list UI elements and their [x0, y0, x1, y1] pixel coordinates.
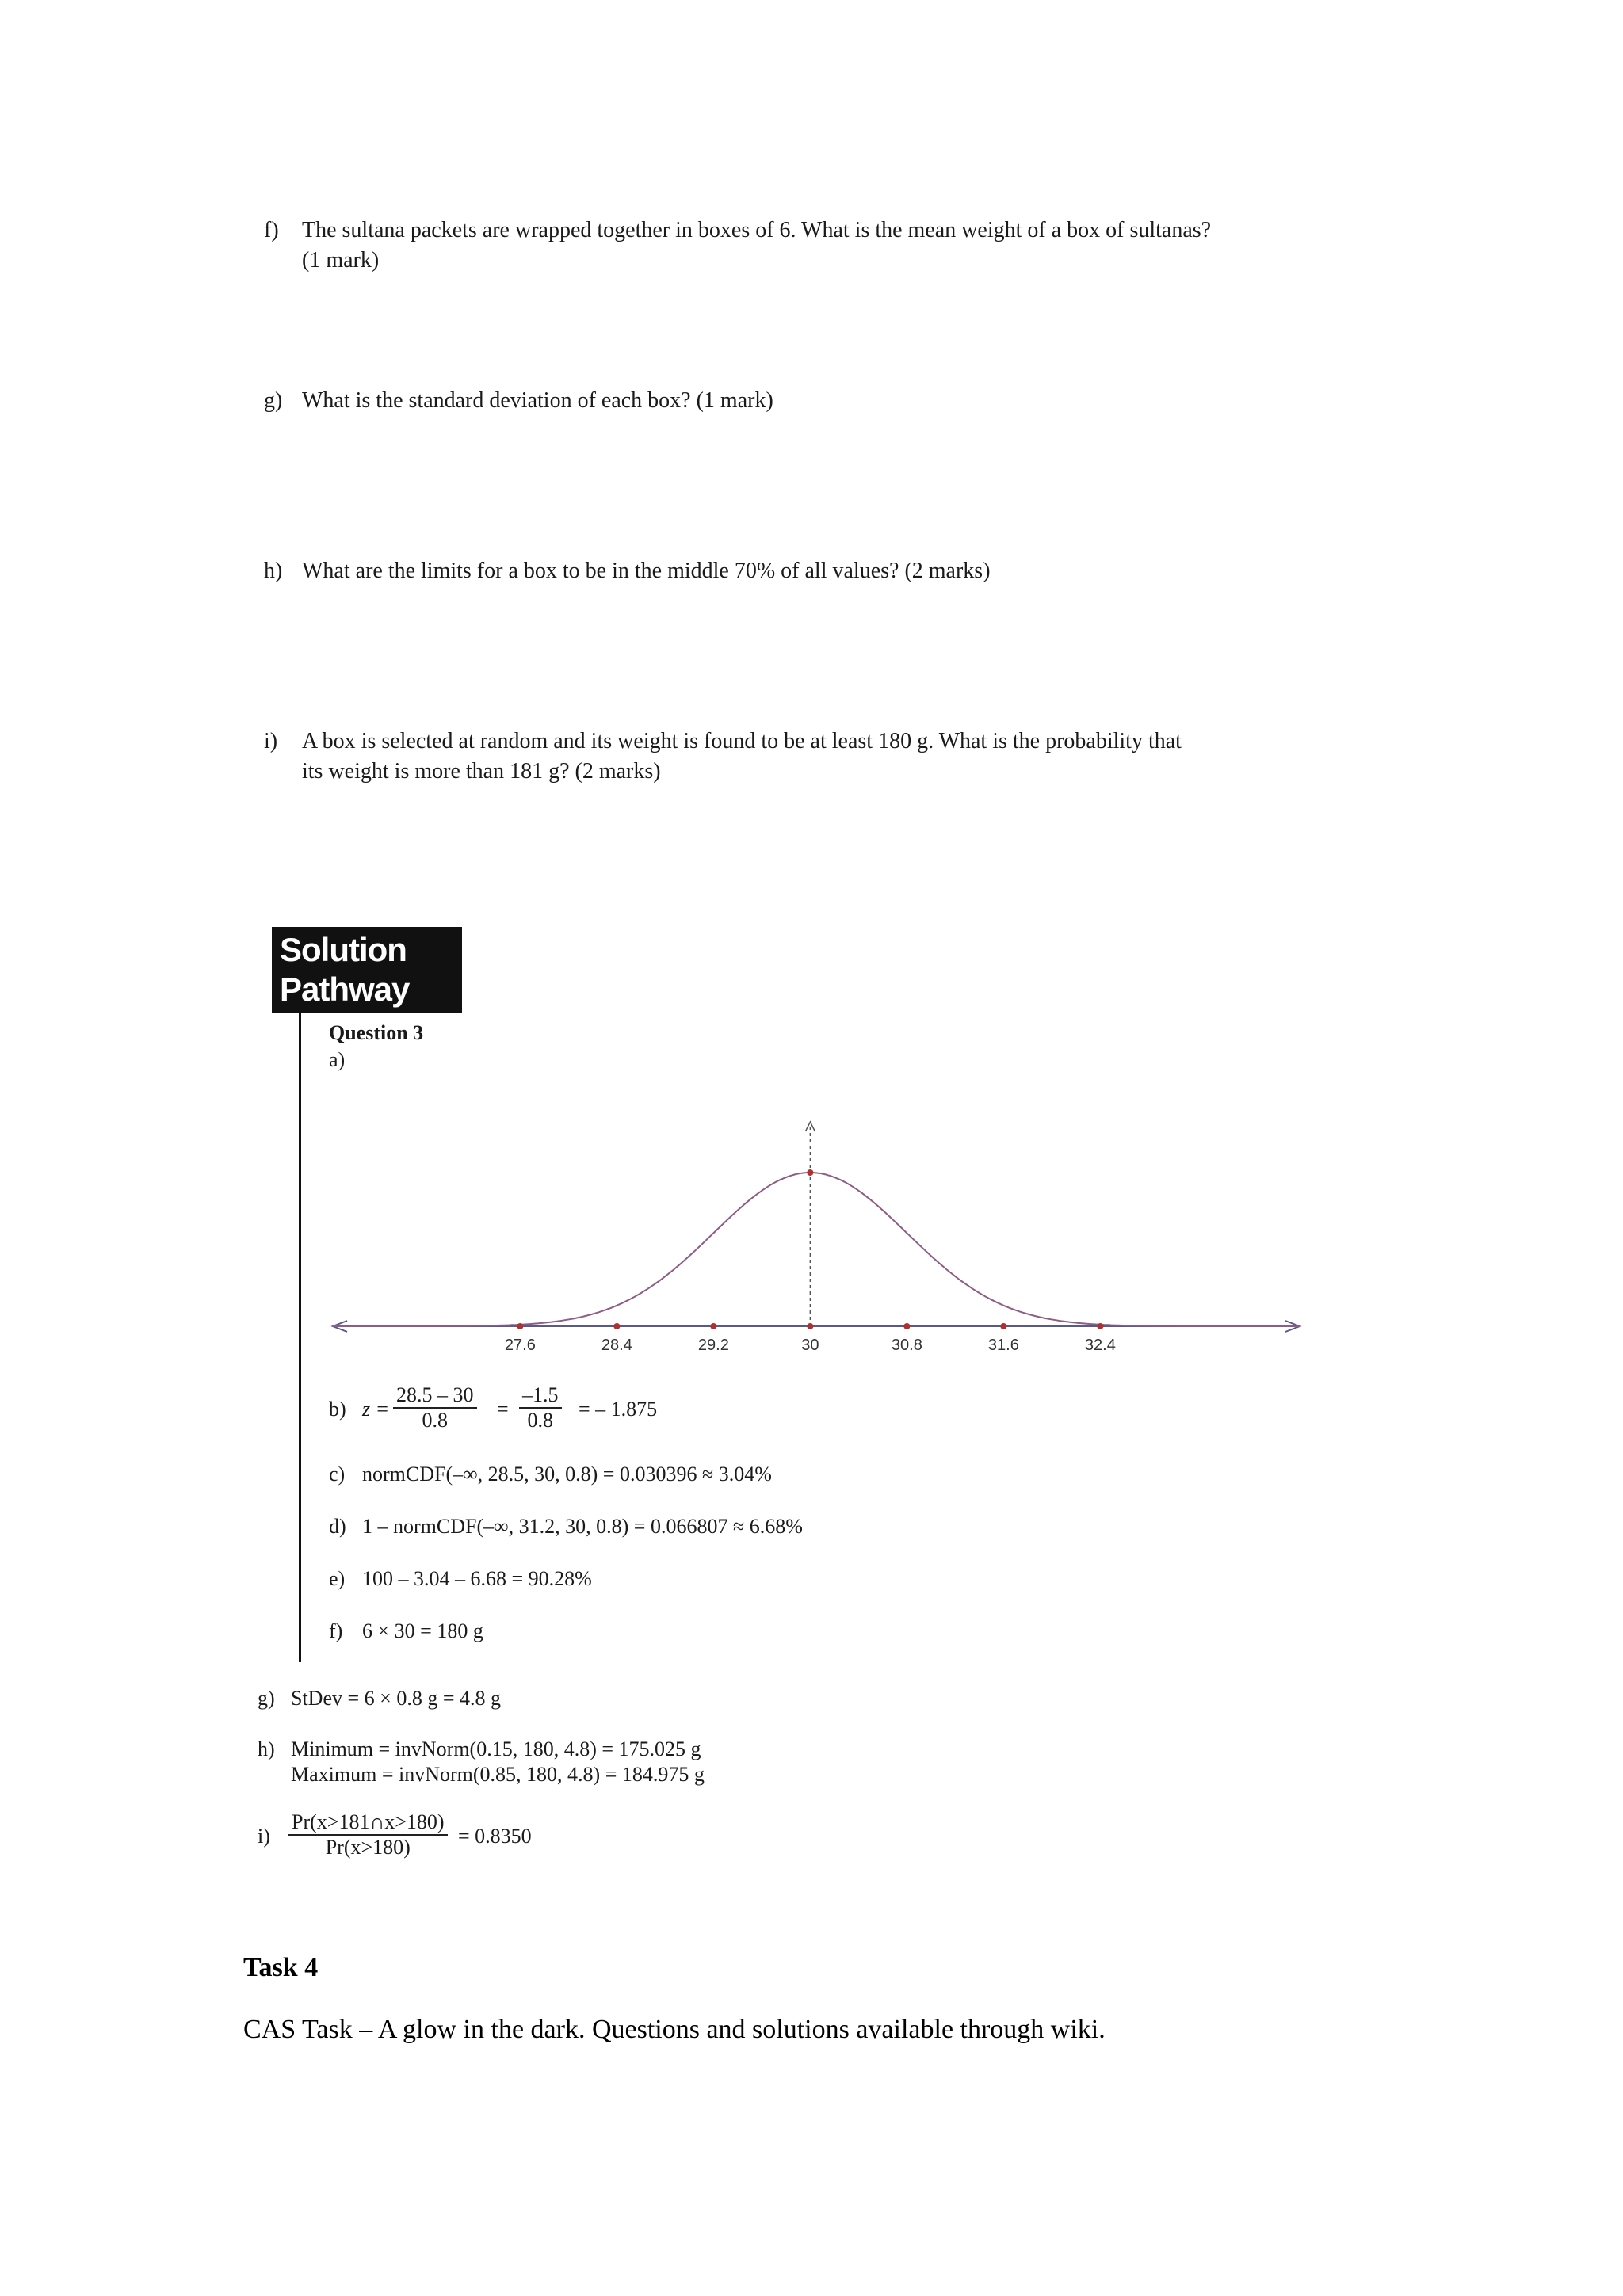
- part-d-label: d): [329, 1515, 346, 1538]
- question-marks: (1 mark): [302, 248, 380, 273]
- part-e-text: 100 – 3.04 – 6.68 = 90.28%: [362, 1567, 592, 1590]
- tick-label: 30.8: [891, 1337, 922, 1354]
- question-label: g): [264, 388, 283, 413]
- fraction-denominator: Pr(x>180): [325, 1836, 411, 1859]
- badge-line-1: Solution: [280, 931, 407, 968]
- fraction-numerator: Pr(x>181∩x>180): [288, 1810, 448, 1836]
- part-c-text: normCDF(–∞, 28.5, 30, 0.8) = 0.030396 ≈ 3.04%: [362, 1463, 772, 1486]
- tick-point: [613, 1323, 620, 1329]
- tick-label: 30: [801, 1337, 819, 1354]
- task-description: CAS Task – A glow in the dark. Questions and solutions available through wiki.: [243, 2015, 1106, 2044]
- part-f-text: 6 × 30 = 180 g: [362, 1619, 483, 1642]
- part-d-text: 1 – normCDF(–∞, 31.2, 30, 0.8) = 0.066807 ≈ 6.68%: [362, 1515, 803, 1538]
- fraction-2-denominator: 0.8: [527, 1409, 553, 1432]
- question-text: What are the limits for a box to be in the middle 70% of all values? (2 marks): [302, 559, 991, 583]
- fraction-2: [519, 1383, 562, 1432]
- normal-curve: [333, 1173, 1300, 1326]
- part-b-result: = – 1.875: [579, 1398, 658, 1421]
- fraction-1-numerator: 28.5 – 30: [393, 1383, 477, 1409]
- part-f-label: f): [329, 1619, 343, 1642]
- tick-point: [1000, 1323, 1006, 1329]
- tick-label: 29.2: [697, 1337, 729, 1354]
- part-e-label: e): [329, 1567, 346, 1590]
- part-b-label: b): [329, 1398, 346, 1421]
- fraction-2-numerator: –1.5: [519, 1383, 562, 1409]
- tick-point: [903, 1323, 910, 1329]
- tick-label: 27.6: [504, 1337, 536, 1354]
- tick-point: [807, 1323, 813, 1329]
- part-a-label: a): [329, 1048, 346, 1071]
- part-c-label: c): [329, 1463, 346, 1486]
- equals-sign: =: [497, 1398, 509, 1421]
- part-h-line-1: Minimum = invNorm(0.15, 180, 4.8) = 175.025 g: [291, 1737, 701, 1760]
- part-h-line-2: Maximum = invNorm(0.85, 180, 4.8) = 184.975 g: [291, 1763, 705, 1786]
- part-i-label: i): [258, 1825, 270, 1848]
- question-label: i): [264, 729, 278, 753]
- fraction-1: [393, 1383, 477, 1432]
- peak-point: [807, 1169, 813, 1176]
- conditional-probability-fraction: [288, 1810, 448, 1859]
- part-h-label: h): [258, 1737, 275, 1760]
- part-g-label: g): [258, 1687, 275, 1710]
- tick-point: [517, 1323, 523, 1329]
- fraction-1-denominator: 0.8: [422, 1409, 448, 1432]
- question-label: f): [264, 218, 279, 242]
- question-text: What is the standard deviation of each box? (1 mark): [302, 388, 773, 413]
- z-equals: z =: [362, 1398, 390, 1421]
- task-heading: Task 4: [243, 1953, 319, 1982]
- tick-label: 32.4: [1084, 1337, 1116, 1354]
- question-text: The sultana packets are wrapped together in boxes of 6. What is the mean weight of a box of sultanas?: [302, 218, 1212, 242]
- solution-heading: Question 3: [329, 1021, 424, 1044]
- part-i-result: = 0.8350: [458, 1825, 532, 1848]
- badge-line-2: Pathway: [280, 971, 410, 1008]
- part-g-text: StDev = 6 × 0.8 g = 4.8 g: [291, 1687, 501, 1710]
- tick-label: 31.6: [987, 1337, 1019, 1354]
- tick-point: [710, 1323, 716, 1329]
- question-text-cont: its weight is more than 181 g? (2 marks): [302, 759, 661, 784]
- tick-label: 28.4: [601, 1337, 632, 1354]
- question-label: h): [264, 559, 283, 583]
- tick-point: [1097, 1323, 1103, 1329]
- question-text: A box is selected at random and its weight is found to be at least 180 g. What is the probability that: [302, 729, 1182, 753]
